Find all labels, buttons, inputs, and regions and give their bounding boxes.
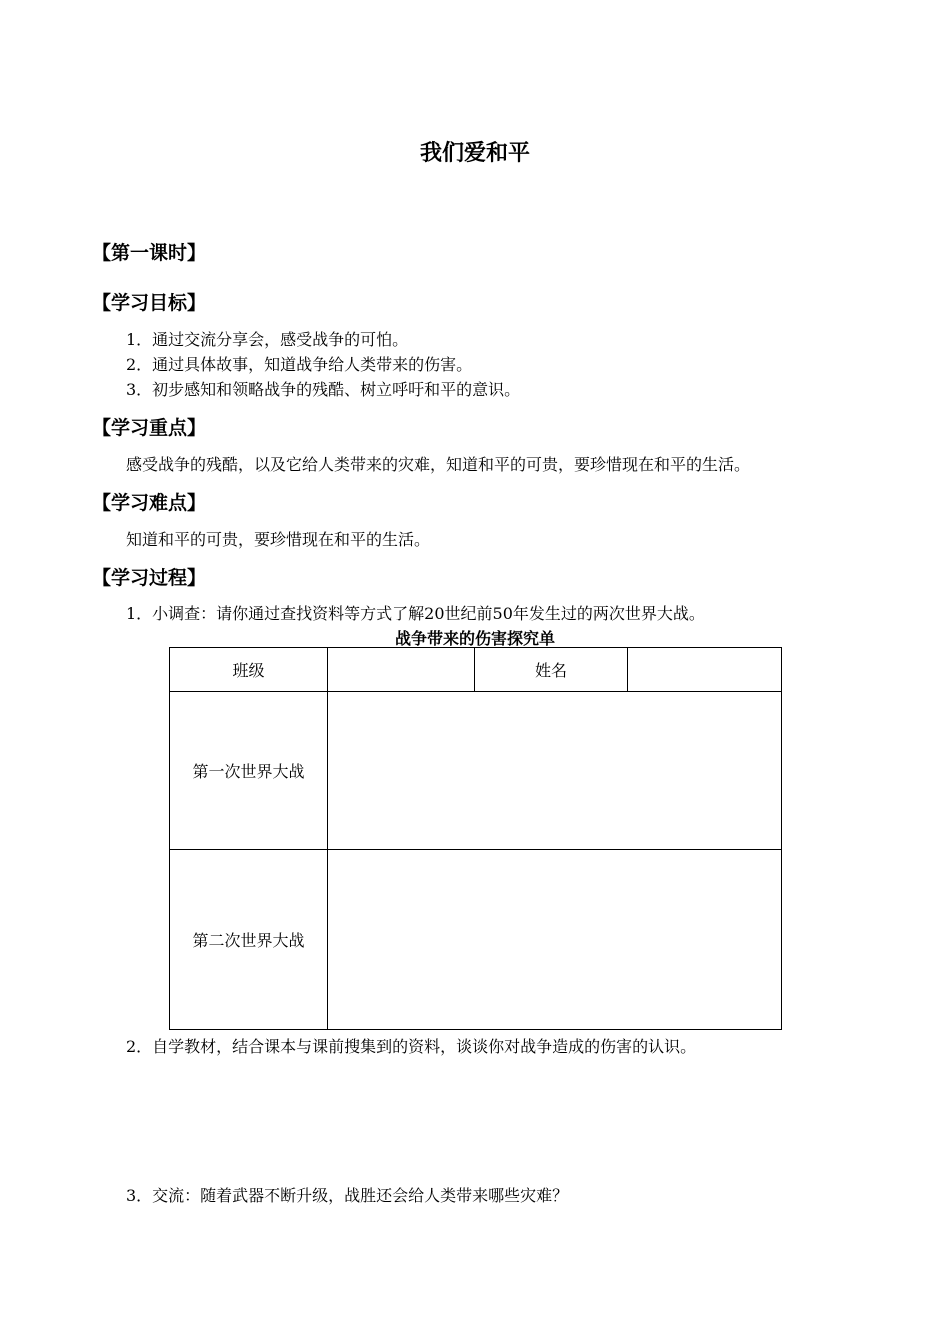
ww1-answer-field[interactable] <box>328 692 782 850</box>
process-step-2: 2．自学教材，结合课本与课前搜集到的资料，谈谈你对战争造成的伤害的认识。 <box>126 1037 697 1056</box>
worksheet-table <box>169 647 782 1030</box>
objective-item-3: 3．初步感知和领略战争的残酷、树立呼吁和平的意识。 <box>126 380 521 399</box>
ww2-label: 第二次世界大战 <box>170 850 328 1030</box>
class-field[interactable] <box>328 648 475 692</box>
page-title: 我们爱和平 <box>419 141 530 166</box>
objectives-heading: 【学习目标】 <box>92 292 207 314</box>
process-step-1: 1．小调查：请你通过查找资料等方式了解20世纪前50年发生过的两次世界大战。 <box>126 604 705 623</box>
worksheet-caption: 战争带来的伤害探究单 <box>394 629 555 648</box>
difficulties-heading: 【学习难点】 <box>92 492 207 514</box>
process-step-3: 3．交流：随着武器不断升级，战胜还会给人类带来哪些灾难？ <box>126 1186 569 1205</box>
class-label: 班级 <box>170 648 328 692</box>
objective-item-2: 2．通过具体故事，知道战争给人类带来的伤害。 <box>126 355 473 374</box>
name-label: 姓名 <box>475 648 628 692</box>
key-points-heading: 【学习重点】 <box>92 417 207 439</box>
process-heading: 【学习过程】 <box>92 567 207 589</box>
objective-item-1: 1．通过交流分享会，感受战争的可怕。 <box>126 330 409 349</box>
key-points-text: 感受战争的残酷，以及它给人类带来的灾难，知道和平的可贵，要珍惜现在和平的生活。 <box>126 455 751 474</box>
name-field[interactable] <box>628 648 782 692</box>
ww2-answer-field[interactable] <box>328 850 782 1030</box>
lesson-heading: 【第一课时】 <box>92 242 207 264</box>
ww1-label: 第一次世界大战 <box>170 692 328 850</box>
difficulties-text: 知道和平的可贵，要珍惜现在和平的生活。 <box>126 530 431 549</box>
